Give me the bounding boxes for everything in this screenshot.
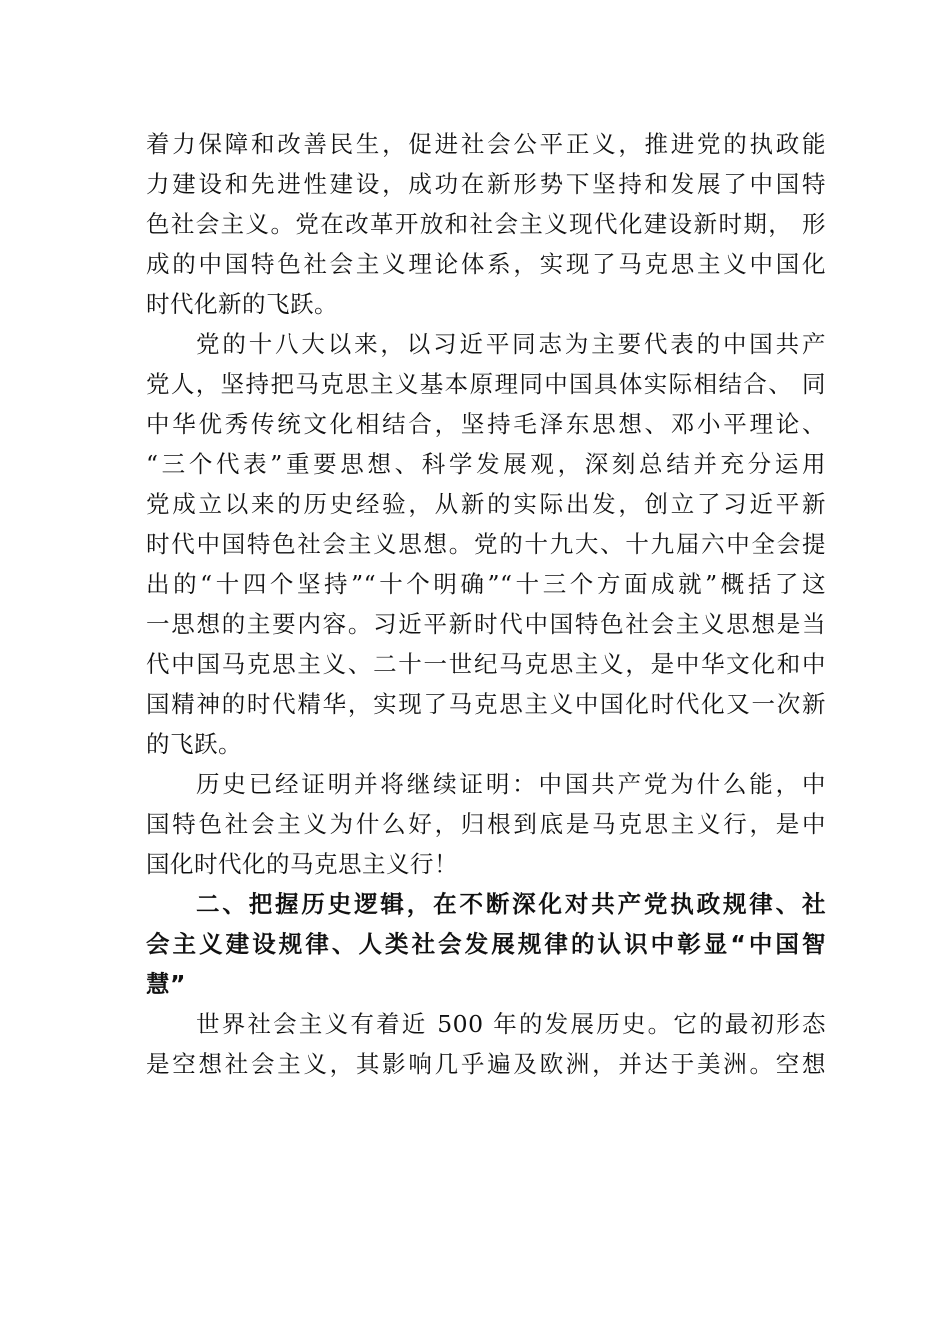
document-page — [146, 124, 826, 1084]
text-line: 的飞跃。 — [146, 730, 242, 758]
paragraph-3 — [146, 764, 826, 884]
section-heading — [146, 884, 826, 1004]
text-line: “三个代表”重要思想、科学发展观，深刻总结并充分运用 — [146, 450, 826, 478]
text-line: 是空想社会主义，其影响几乎遍及欧洲，并达于美洲。空想 — [146, 1050, 826, 1078]
text-line: 力建设和先进性建设，成功在新形势下坚持和发展了中国特 — [146, 170, 826, 198]
heading-line: 二、把握历史逻辑，在不断深化对共产党执政规律、社 — [196, 890, 826, 918]
text-line: 党的十八大以来，以习近平同志为主要代表的中国共产 — [196, 330, 826, 358]
text-line: 时代化新的飞跃。 — [146, 290, 338, 318]
text-line: 历史已经证明并将继续证明：中国共产党为什么能，中 — [196, 770, 826, 798]
text-line: 国精神的时代精华，实现了马克思主义中国化时代化又一次新 — [146, 690, 826, 718]
text-line: 着力保障和改善民生，促进社会公平正义，推进党的执政能 — [146, 130, 826, 158]
text-line: 一思想的主要内容。习近平新时代中国特色社会主义思想是当 — [146, 610, 826, 638]
heading-line: 会主义建设规律、人类社会发展规律的认识中彰显“中国智 — [146, 930, 826, 958]
text-line: 代中国马克思主义、二十一世纪马克思主义，是中华文化和中 — [146, 650, 826, 678]
text-line: 时代中国特色社会主义思想。党的十九大、十九届六中全会提 — [146, 530, 826, 558]
paragraph-2 — [146, 324, 826, 764]
text-line: 党人，坚持把马克思主义基本原理同中国具体实际相结合、 同 — [146, 370, 826, 398]
text-line: 色社会主义。党在改革开放和社会主义现代化建设新时期， 形 — [146, 210, 826, 238]
text-line: 党成立以来的历史经验，从新的实际出发，创立了习近平新 — [146, 490, 826, 518]
text-line: 出的“十四个坚持”“十个明确”“十三个方面成就”概括了这 — [146, 570, 826, 598]
text-line: 世界社会主义有着近 500 年的发展历史。它的最初形态 — [196, 1010, 826, 1038]
paragraph-4 — [146, 1004, 826, 1084]
text-line: 中华优秀传统文化相结合，坚持毛泽东思想、邓小平理论、 — [146, 410, 826, 438]
heading-line: 慧” — [146, 970, 186, 998]
text-line: 成的中国特色社会主义理论体系，实现了马克思主义中国化 — [146, 250, 826, 278]
text-line: 国特色社会主义为什么好，归根到底是马克思主义行，是中 — [146, 810, 826, 838]
text-line: 国化时代化的马克思主义行！ — [146, 850, 458, 878]
paragraph-1 — [146, 124, 826, 324]
